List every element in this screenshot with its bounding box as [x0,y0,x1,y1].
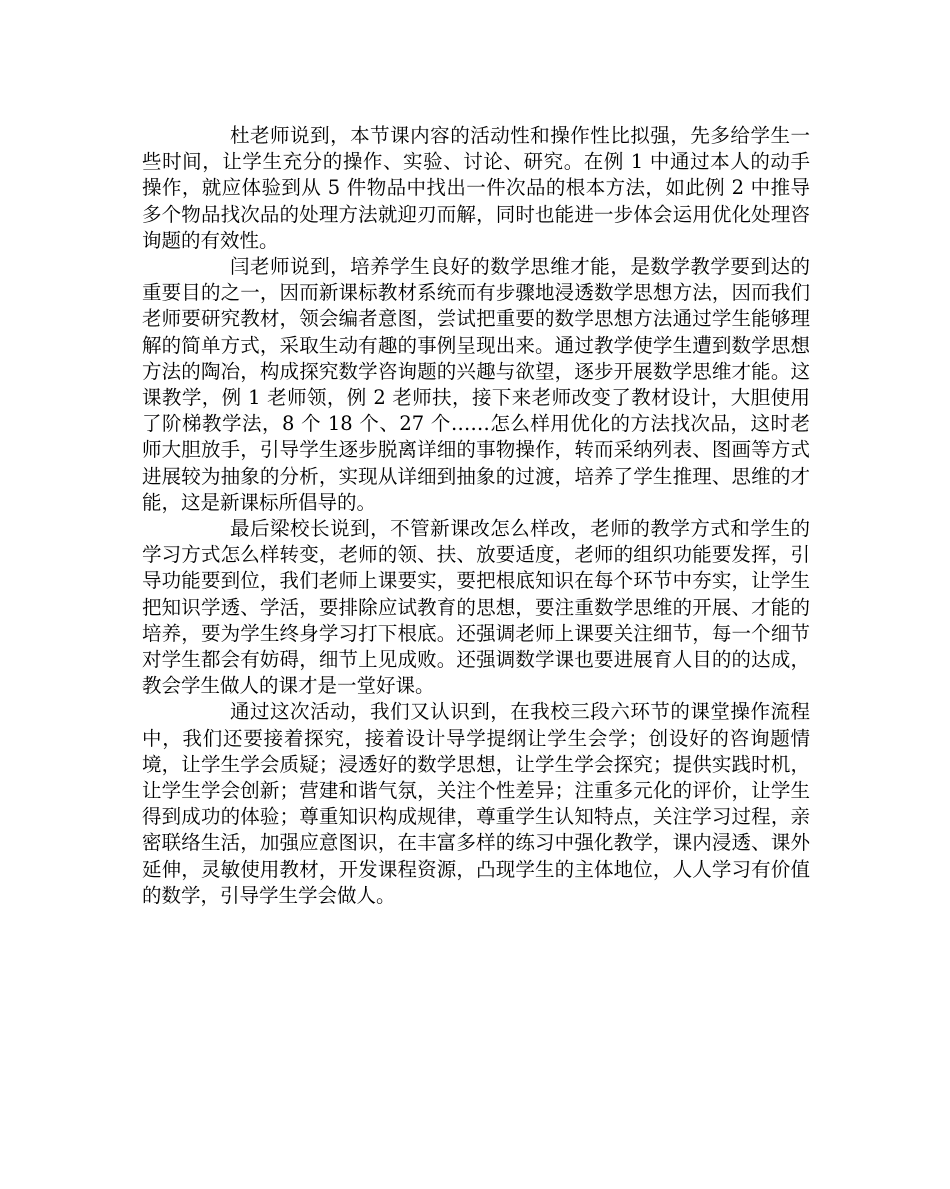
paragraph-principal-liang: 最后梁校长说到，不管新课改怎么样改，老师的教学方式和学生的学习方式怎么样转变，老师的领、扶、放要适度，老师的组织功能要发挥，引导功能要到位，我们老师上课要实，要把根底知识在每个环节中夯实，让学生把知识学透、学活，要排除应试教育的思想，要注重数学思维的开展、才能的培养，要为学生终身学习打下根底。还强调老师上课要关注细节，每一个细节对学生都会有妨碍，细节上见成败。还强调数学课也要进展育人目的的达成，教会学生做人的课才是一堂好课。 [142,517,810,698]
document-body [142,123,810,909]
paragraph-teacher-yan: 闫老师说到，培养学生良好的数学思维才能，是数学教学要到达的重要目的之一，因而新课标教材系统而有步骤地浸透数学思想方法，因而我们老师要研究教材，领会编者意图，尝试把重要的数学思想方法通过学生能够理解的简单方式，采取生动有趣的事例呈现出来。通过教学使学生遭到数学思想方法的陶冶，构成探究数学咨询题的兴趣与欲望，逐步开展数学思维才能。这课教学，例 1 老师领，例 2 老师扶，接下来老师改变了教材设计，大胆使用了阶梯教学法，8 个 18 个、27 个……怎么样用优化的方法找次品，这时老师大胆放手，引导学生逐步脱离详细的事物操作，转而采纳列表、图画等方式进展较为抽象的分析，实现从详细到抽象的过渡，培养了学生推理、思维的才能，这是新课标所倡导的。 [142,255,810,514]
paragraph-conclusion: 通过这次活动，我们又认识到，在我校三段六环节的课堂操作流程中，我们还要接着探究，接着设计导学提纲让学生会学；创设好的咨询题情境，让学生学会质疑；浸透好的数学思想，让学生学会探究；提供实践时机，让学生学会创新；营建和谐气氛，关注个性差异；注重多元化的评价，让学生得到成功的体验；尊重知识构成规律，尊重学生认知特点，关注学习过程，亲密联络生活，加强应意图识，在丰富多样的练习中强化教学，课内浸透、课外延伸，灵敏使用教材，开发课程资源，凸现学生的主体地位，人人学习有价值的数学，引导学生学会做人。 [142,700,810,907]
paragraph-teacher-du: 杜老师说到，本节课内容的活动性和操作性比拟强，先多给学生一些时间，让学生充分的操作、实验、讨论、研究。在例 1 中通过本人的动手操作，就应体验到从 5 件物品中找出一件次品的根本方法，如此例 2 中推导多个物品找次品的处理方法就迎刃而解，同时也能进一步体会运用优化处理咨询题的有效性。 [142,124,810,252]
